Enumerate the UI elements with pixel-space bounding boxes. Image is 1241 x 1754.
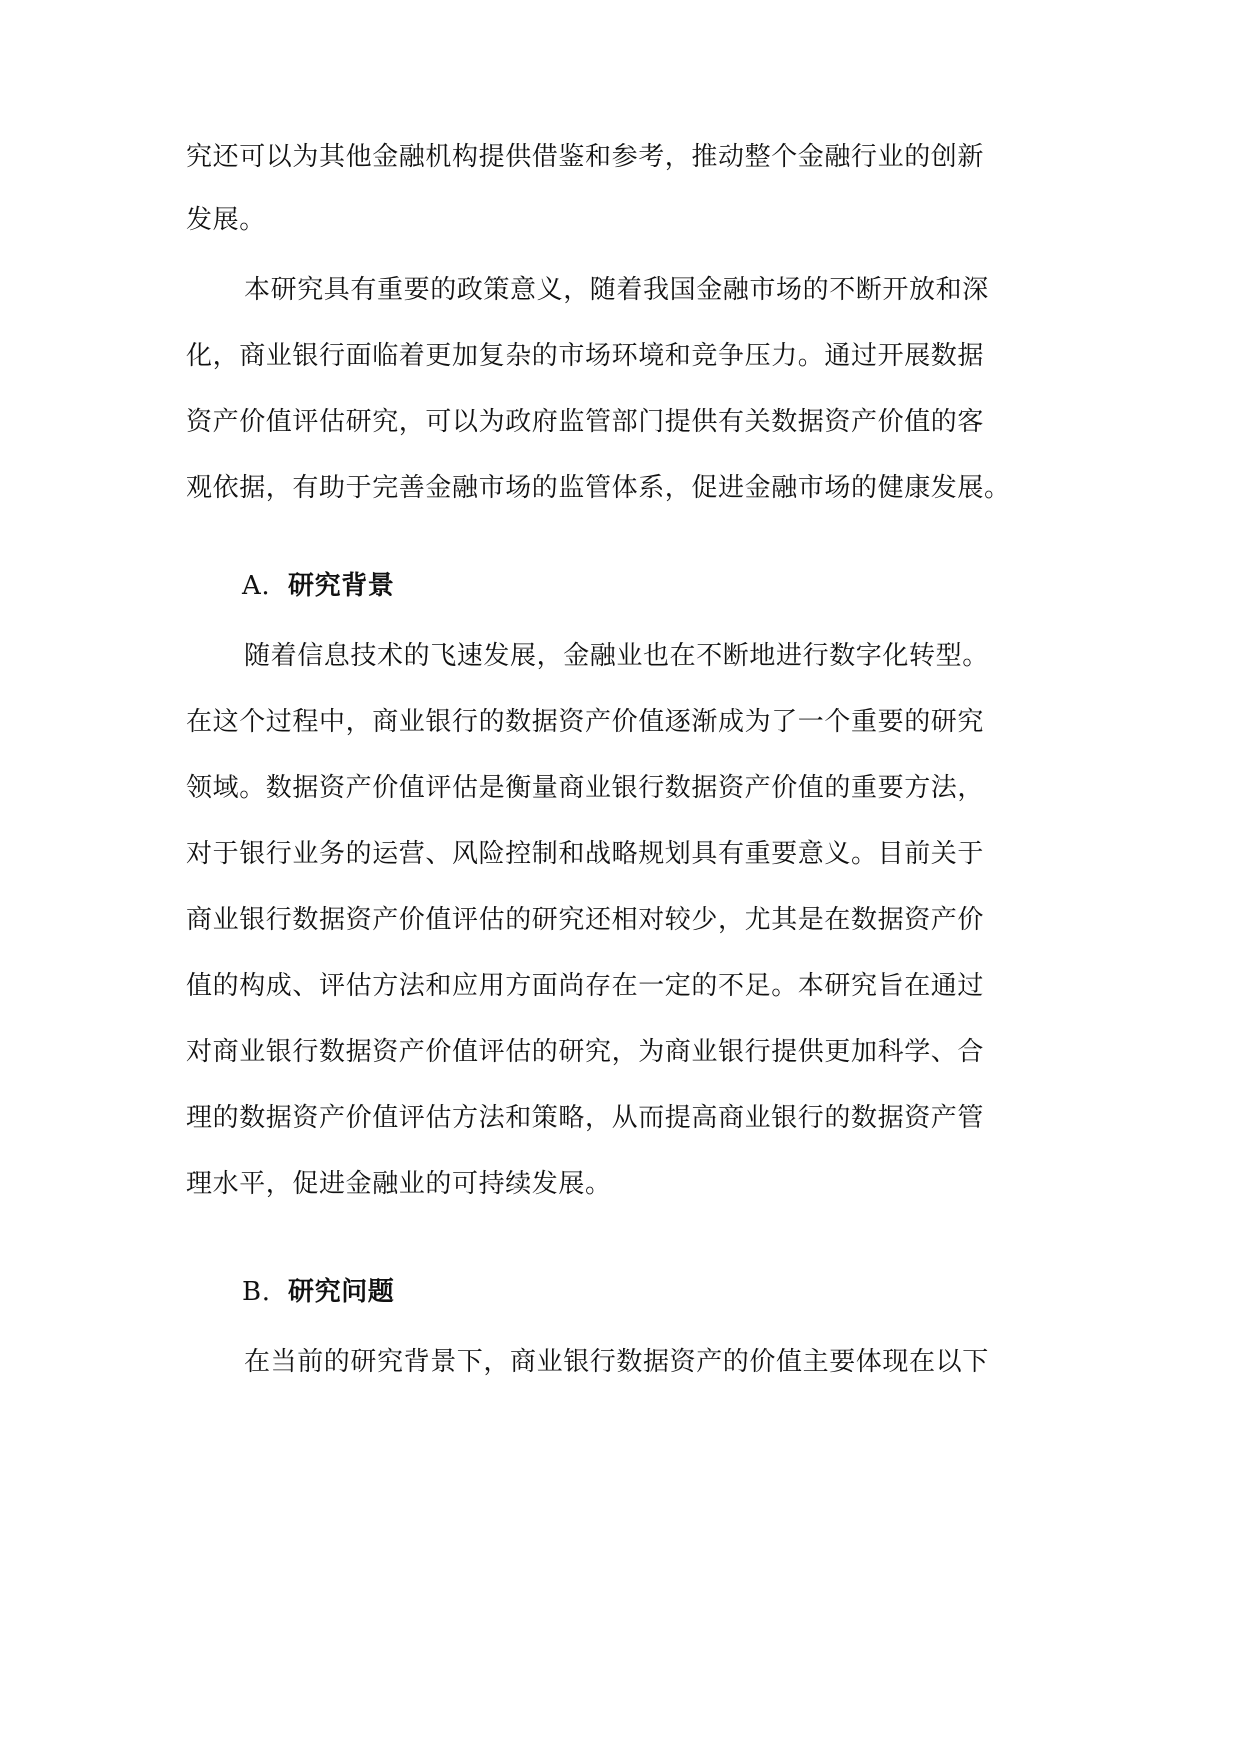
- paragraph-line: 发展。: [186, 205, 266, 235]
- paragraph-line: 在这个过程中，商业银行的数据资产价值逐渐成为了一个重要的研究: [186, 707, 985, 737]
- section-title: 研究背景: [288, 571, 395, 601]
- paragraph-line: 对商业银行数据资产价值评估的研究，为商业银行提供更加科学、合: [186, 1037, 985, 1067]
- paragraph-line: 值的构成、评估方法和应用方面尚存在一定的不足。本研究旨在通过: [186, 971, 985, 1001]
- paragraph-line: 观依据，有助于完善金融市场的监管体系，促进金融市场的健康发展。: [186, 473, 1011, 503]
- paragraph-line: 商业银行数据资产价值评估的研究还相对较少，尤其是在数据资产价: [186, 905, 985, 935]
- paragraph-line: 理的数据资产价值评估方法和策略，从而提高商业银行的数据资产管: [186, 1103, 985, 1133]
- paragraph-line: 资产价值评估研究，可以为政府监管部门提供有关数据资产价值的客: [186, 407, 985, 437]
- paragraph-line: 在当前的研究背景下，商业银行数据资产的价值主要体现在以下: [244, 1347, 989, 1377]
- paragraph-line: 随着信息技术的飞速发展，金融业也在不断地进行数字化转型。: [244, 641, 989, 671]
- paragraph-line: 化，商业银行面临着更加复杂的市场环境和竞争压力。通过开展数据: [186, 341, 985, 371]
- paragraph-line: 理水平，促进金融业的可持续发展。: [186, 1169, 612, 1199]
- section-heading-a: [242, 569, 394, 603]
- paragraph-line: 对于银行业务的运营、风险控制和战略规划具有重要意义。目前关于: [186, 839, 985, 869]
- section-heading-b: [242, 1275, 394, 1309]
- paragraph-line: 领域。数据资产价值评估是衡量商业银行数据资产价值的重要方法，: [186, 773, 985, 803]
- section-title: 研究问题: [288, 1277, 395, 1307]
- paragraph-line: 本研究具有重要的政策意义，随着我国金融市场的不断开放和深: [244, 275, 989, 305]
- section-marker: A.: [242, 571, 271, 601]
- section-marker: B.: [242, 1277, 271, 1307]
- paragraph-line: 究还可以为其他金融机构提供借鉴和参考，推动整个金融行业的创新: [186, 142, 985, 172]
